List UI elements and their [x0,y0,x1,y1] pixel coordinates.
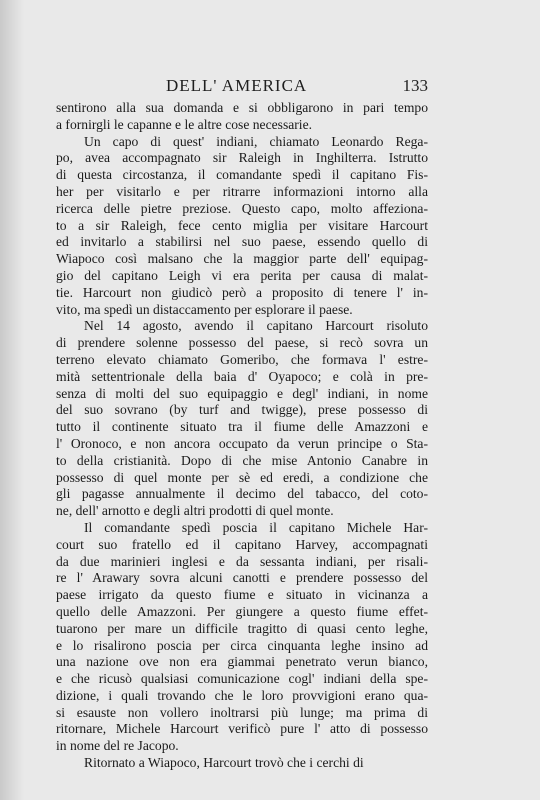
text-line: tutto il continente situato tra il fiume delle Amazzoni e [56,419,428,435]
text-line: ne, dell' arnotto e degli altri prodotti di quel monte. [56,503,334,519]
text-line: senza di molti del suo equipaggio e degl' indiani, in nome [56,385,428,401]
text-line: si esauste non vollero inoltrarsi più lunge; ma prima di [56,704,428,720]
text-line: una nazione ove non era giammai penetrato verun bianco, [56,654,428,670]
text-line: Ritornato a Wiapoco, Harcourt trovò che i cerchi di [84,755,364,771]
text-line: her per visitarlo e per ritrarre informazioni intorno alla [56,183,428,199]
text-line: possesso di quel monte per sè ed eredi, a condizione che [56,469,428,485]
text-line: e che ricusò qualsiasi comunicazione cogl' indiani della spe- [56,671,428,687]
text-line: tuarono per mare un difficile tragitto di quasi cento leghe, [56,620,428,636]
text-line: gio del capitano Leigh vi era perita per causa di malat- [56,267,428,283]
page-header [56,76,428,98]
text-line: terreno elevato chiamato Gomeribo, che formava l' estre- [56,351,428,367]
text-line: vito, ma spedì un distaccamento per esplorare il paese. [56,301,353,317]
text-line: gli pagasse annualmente il decimo del tabacco, del coto- [56,486,428,502]
text-line: quello delle Amazzoni. Per giungere a questo fiume effet- [56,603,428,619]
text-line: in nome del re Jacopo. [56,738,179,754]
text-line: to della cristianità. Dopo di che mise Antonio Canabre in [56,452,428,468]
text-line: ricerca delle pietre preziose. Questo capo, molto affeziona- [56,200,428,216]
text-line: Il comandante spedì poscia il capitano Michele Har- [84,519,428,535]
text-line: dizione, i quali trovando che le loro provvigioni erano qua- [56,687,428,703]
text-line: Wiapoco così malsano che la maggior parte dell' equipag- [56,251,428,267]
text-line: da due marinieri inglesi e da sessanta indiani, per risali- [56,553,428,569]
text-line: mità settentrionale della baia d' Oyapoco; e colà in pre- [56,368,428,384]
text-line: Nel 14 agosto, avendo il capitano Harcourt risoluto [84,318,428,334]
text-line: di questa circostanza, il comandante spedì il capitano Fis- [56,167,428,183]
text-line: del suo sovrano (by turf and twigge), prese possesso di [56,402,428,418]
text-line: sentirono alla sua domanda e si obbligarono in pari tempo [56,100,428,115]
body-text [56,100,428,772]
text-line: paese irrigato da questo fiume e situato in vicinanza a [56,587,428,603]
text-line: e lo risalirono poscia per circa cinquanta leghe insino ad [56,637,428,653]
text-line: court suo fratello ed il capitano Harvey, accompagnati [56,536,428,552]
text-line: l' Oronoco, e non ancora occupato da verun principe o Sta- [56,435,428,451]
text-line: re l' Arawary sovra alcuni canotti e prendere possesso del [56,570,428,586]
page-number: 133 [402,76,428,95]
text-line: tie. Harcourt non giudicò però a proposito di tenere l' in- [56,284,428,300]
text-line: to a sir Raleigh, fece cento miglia per visitare Harcourt [56,217,428,233]
running-head: DELL' AMERICA [166,76,308,95]
text-line: a fornirgli le capanne e le altre cose necessarie. [56,116,313,132]
text-line: po, avea accompagnato sir Raleigh in Inghilterra. Istrutto [56,150,428,166]
text-line: ed invitarlo a stabilirsi nel suo paese, essendo quello di [56,234,428,250]
text-line: di prendere solenne possesso del paese, si recò sovra un [56,335,428,351]
text-line: ritornare, Michele Harcourt verificò pure l' atto di possesso [56,721,428,737]
text-line: Un capo di quest' indiani, chiamato Leonardo Rega- [84,133,428,149]
